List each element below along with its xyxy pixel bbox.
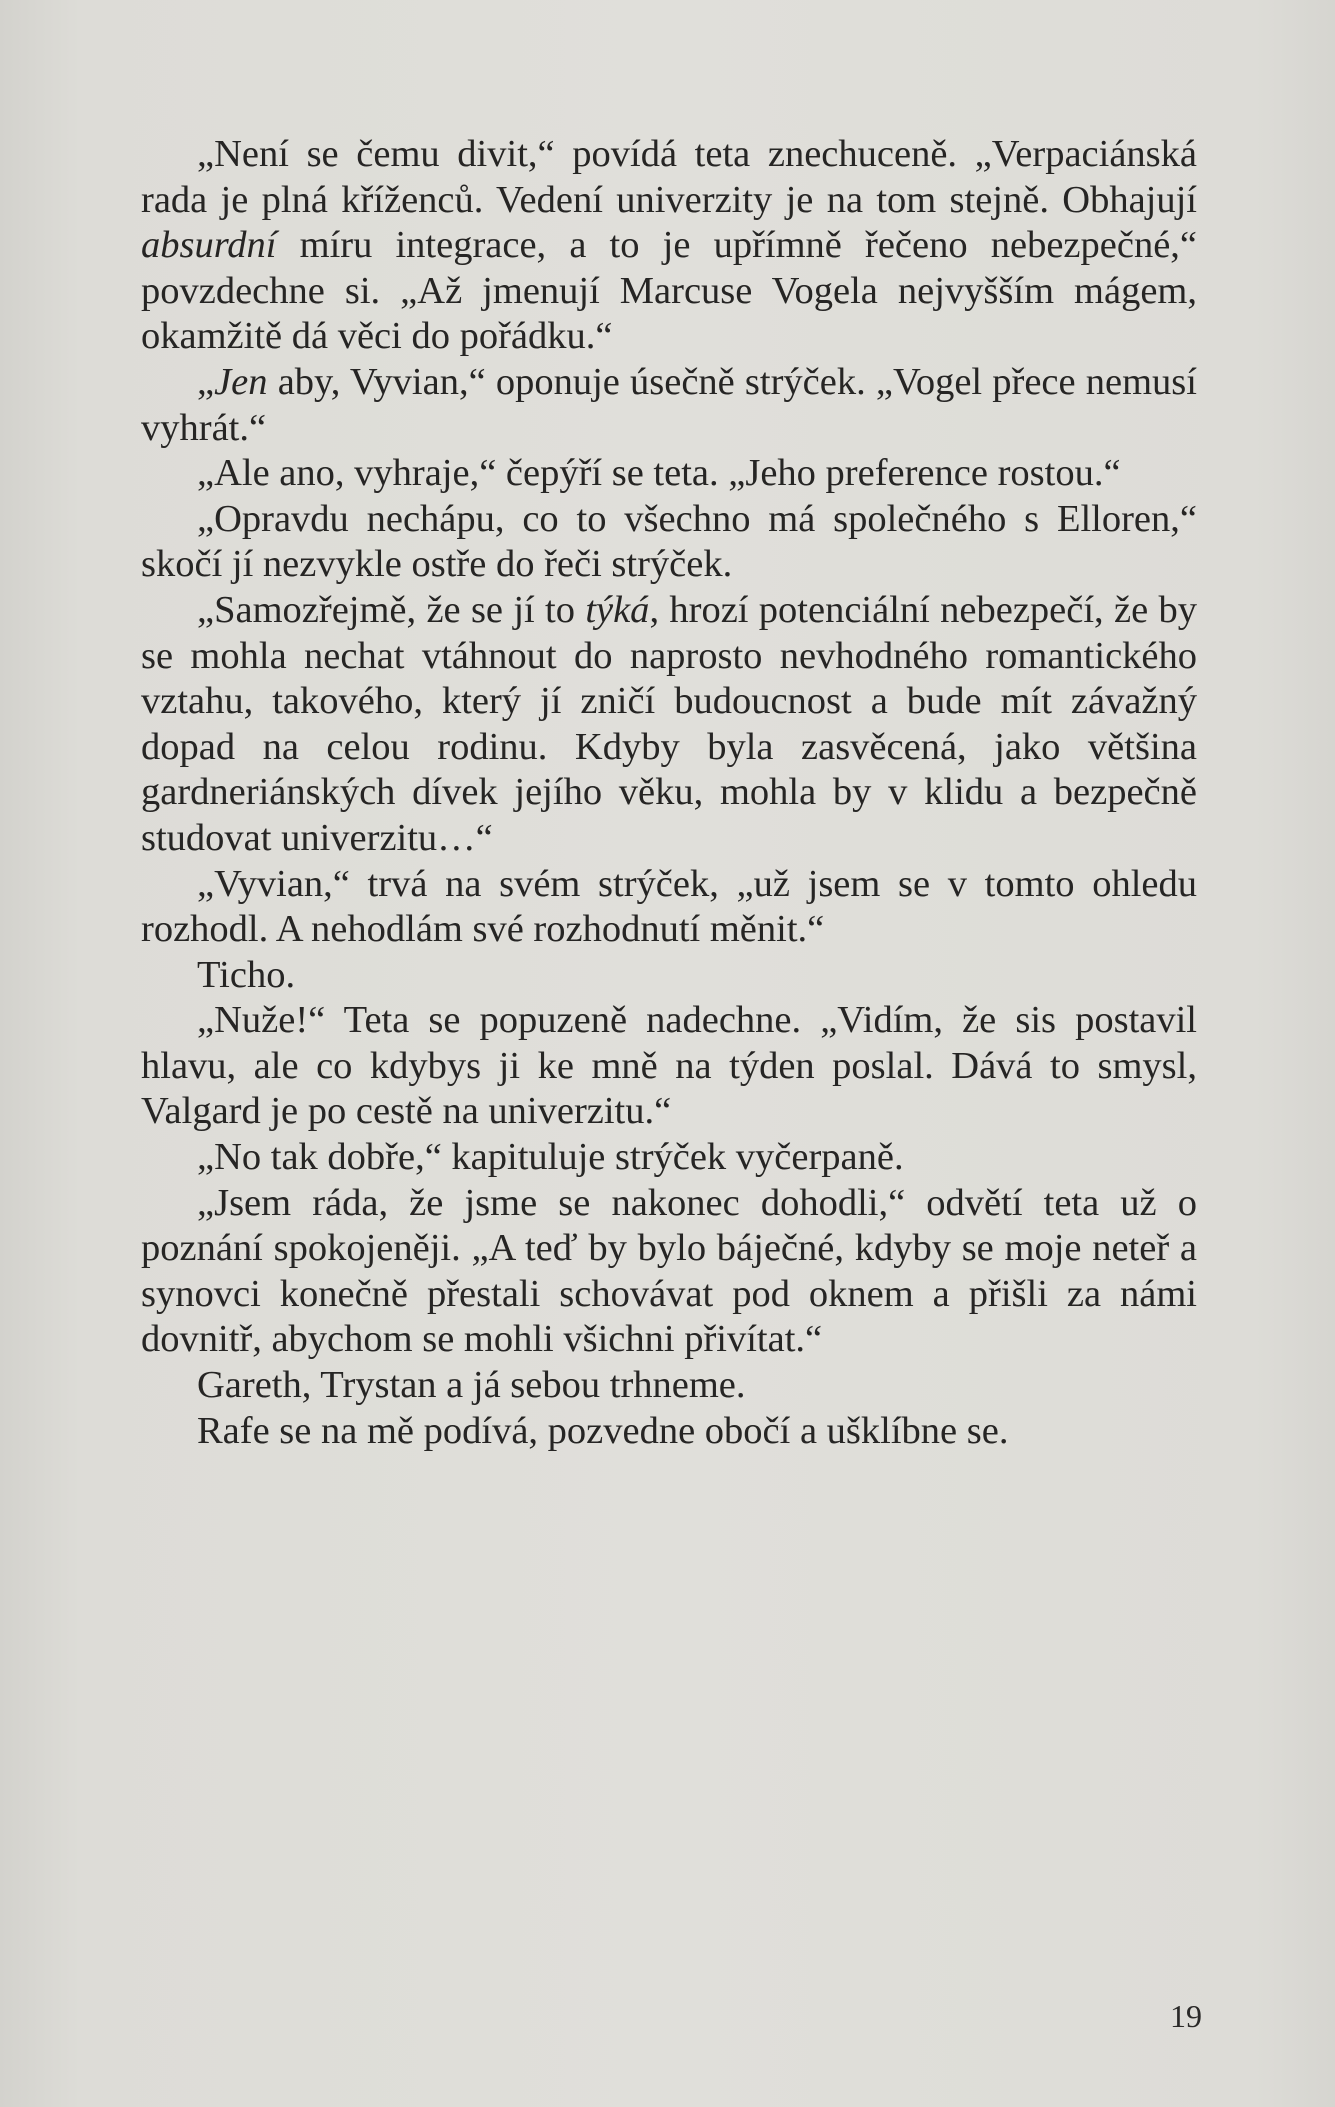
- text-run: míru integrace, a to je upřímně řečeno nebezpečné,“ povzdechne si. „Až jmenují Marcuse Vogela nejvyšším mágem, okamžitě dá věci do pořádku.“: [141, 224, 1197, 358]
- text-run: , hrozí potenciální nebezpečí, že by se mohla nechat vtáhnout do naprosto nevhodného romantického vztahu, takového, který jí zničí budoucnost a bude mít závažný dopad na celou rodinu. Kdyby byla zasvěcená, jako většina gardneriánských dívek jejího věku, mohla by v klidu a bezpečně studovat univerzitu…“: [141, 588, 1197, 859]
- paragraph: [141, 1363, 1197, 1409]
- paragraph: [141, 862, 1197, 953]
- text-run: „Není se čemu divit,“ povídá teta znechuceně. „Verpaciánská rada je plná kříženců. Vedení univerzity je na tom stejně. Obhajují: [141, 133, 1197, 221]
- text-run: aby, Vyvian,“ oponuje úsečně strýček. „Vogel přece nemusí vyhrát.“: [141, 360, 1197, 449]
- italic-text-run: týká: [585, 588, 650, 631]
- text-run: „No tak dobře,“ kapituluje strýček vyčerpaně.: [197, 1136, 904, 1179]
- paragraph: [141, 132, 1197, 360]
- italic-text-run: Jen: [214, 360, 268, 403]
- text-run: „: [197, 360, 215, 403]
- body-text: [141, 132, 1197, 1454]
- text-run: „Jsem ráda, že jsme se nakonec dohodli,“ odvětí teta už o poznání spokojeněji. „A teď by bylo báječné, kdyby se moje neteř a synovci konečně přestali schovávat pod oknem a přišli za námi dovnitř, abychom se mohli všichni přivítat.“: [141, 1181, 1197, 1361]
- page-number: 19: [1170, 1998, 1202, 2034]
- paragraph: [141, 360, 1197, 451]
- paragraph: [141, 588, 1197, 862]
- text-run: „Opravdu nechápu, co to všechno má společného s Elloren,“ skočí jí nezvykle ostře do řeči strýček.: [141, 497, 1197, 586]
- paragraph: [141, 451, 1197, 497]
- text-run: „Vyvian,“ trvá na svém strýček, „už jsem se v tomto ohledu rozhodl. A nehodlám své rozhodnutí měnit.“: [141, 862, 1197, 951]
- text-run: „Ale ano, vyhraje,“ čepýří se teta. „Jeho preference rostou.“: [197, 452, 1121, 495]
- italic-text-run: absurdní: [141, 224, 277, 267]
- paragraph: [141, 1181, 1197, 1363]
- text-run: Rafe se na mě podívá, pozvedne obočí a ušklíbne se.: [197, 1409, 1009, 1452]
- text-run: „Samozřejmě, že se jí to: [197, 588, 586, 631]
- paragraph: [141, 953, 1197, 999]
- paragraph: [141, 1409, 1197, 1455]
- paragraph: [141, 998, 1197, 1135]
- paragraph: [141, 1135, 1197, 1181]
- text-run: „Nuže!“ Teta se popuzeně nadechne. „Vidím, že sis postavil hlavu, ale co kdybys ji ke mně na týden poslal. Dává to smysl, Valgard je po cestě na univerzitu.“: [141, 999, 1197, 1133]
- paragraph: [141, 497, 1197, 588]
- text-run: Ticho.: [197, 953, 296, 996]
- text-run: Gareth, Trystan a já sebou trhneme.: [197, 1364, 746, 1407]
